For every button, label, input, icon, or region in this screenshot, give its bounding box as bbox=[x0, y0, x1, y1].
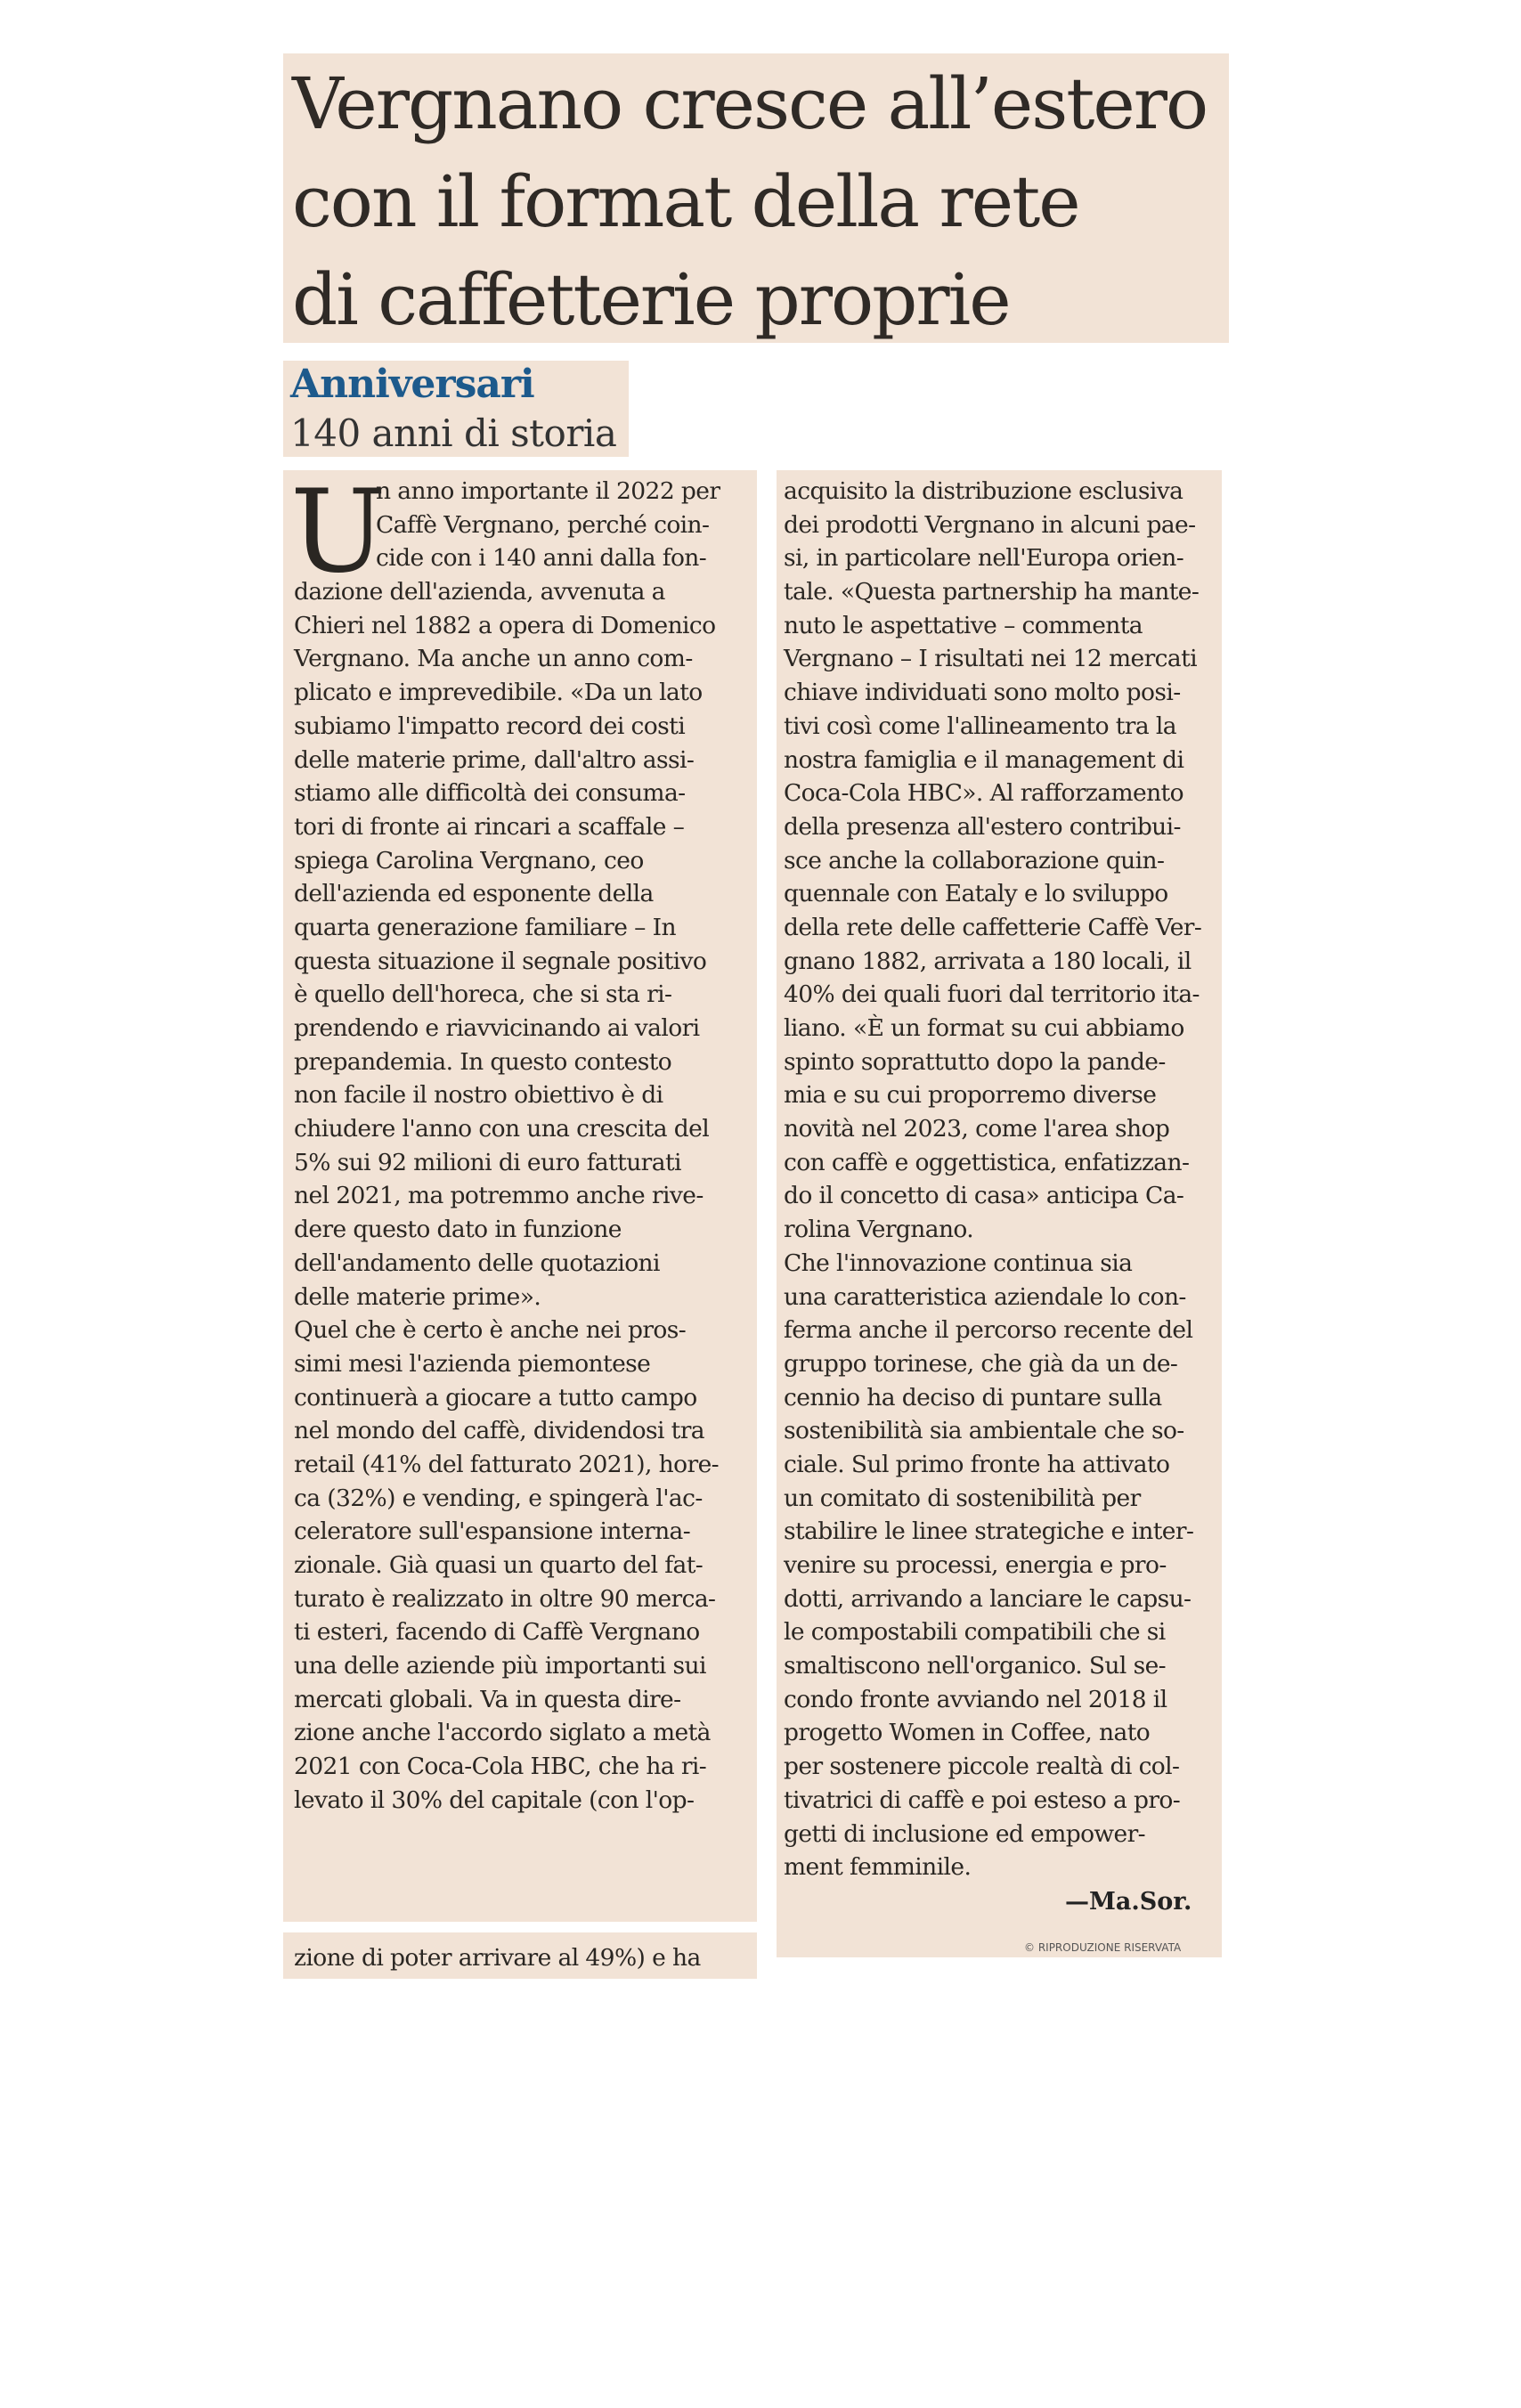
article-line: dazione dell'azienda, avvenuta a bbox=[294, 578, 665, 606]
article-line: mercati globali. Va in questa dire- bbox=[294, 1685, 681, 1713]
copyright-notice: © RIPRODUZIONE RISERVATA bbox=[1024, 1941, 1182, 1954]
article-line: Quel che è certo è anche nei pros- bbox=[294, 1316, 687, 1345]
article-line: gnano 1882, arrivata a 180 locali, il bbox=[784, 947, 1192, 975]
article-line: stiamo alle difficoltà dei consuma- bbox=[294, 779, 686, 808]
article-column-1-tail bbox=[294, 1941, 701, 1975]
article-line: ti esteri, facendo di Caffè Vergnano bbox=[294, 1618, 700, 1647]
article-line: Vergnano – I risultati nei 12 mercati bbox=[784, 645, 1198, 673]
article-column-2 bbox=[784, 475, 1201, 1884]
article-line: sce anche la collaborazione quin- bbox=[784, 846, 1165, 875]
section-kicker: Anniversari bbox=[290, 362, 534, 407]
article-line: gruppo torinese, che già da un de- bbox=[784, 1349, 1178, 1378]
article-line: tale. «Questa partnership ha mante- bbox=[784, 578, 1200, 606]
article-line: Coca-Cola HBC». Al rafforzamento bbox=[784, 779, 1183, 808]
article-line: acquisito la distribuzione esclusiva bbox=[784, 477, 1183, 505]
article-line: condo fronte avviando nel 2018 il bbox=[784, 1685, 1167, 1713]
article-line: novità nel 2023, come l'area shop bbox=[784, 1115, 1170, 1143]
article-line: ferma anche il percorso recente del bbox=[784, 1316, 1193, 1345]
article-line: do il concetto di casa» anticipa Ca- bbox=[784, 1182, 1184, 1210]
article-line: 5% sui 92 milioni di euro fatturati bbox=[294, 1148, 681, 1176]
article-line: dere questo dato in funzione bbox=[294, 1216, 622, 1244]
article-line: Chieri nel 1882 a opera di Domenico bbox=[294, 611, 716, 639]
article-line: un comitato di sostenibilità per bbox=[784, 1484, 1141, 1512]
article-line: turato è realizzato in oltre 90 merca- bbox=[294, 1584, 716, 1613]
article-line: prendendo e riavvicinando ai valori bbox=[294, 1014, 700, 1042]
article-line: tivi così come l'allineamento tra la bbox=[784, 712, 1176, 740]
article-line: progetto Women in Coffee, nato bbox=[784, 1719, 1151, 1747]
article-line: smaltiscono nell'organico. Sul se- bbox=[784, 1652, 1167, 1680]
article-line: Che l'innovazione continua sia bbox=[784, 1249, 1133, 1277]
article-line: spinto soprattutto dopo la pande- bbox=[784, 1047, 1166, 1076]
article-line: 2021 con Coca-Cola HBC, che ha ri- bbox=[294, 1753, 707, 1781]
article-line: delle materie prime». bbox=[294, 1282, 541, 1311]
headline-line: Vergnano cresce all’estero bbox=[292, 62, 1208, 145]
article-line: chiave individuati sono molto posi- bbox=[784, 679, 1181, 707]
article-line: dotti, arrivando a lanciare le capsu- bbox=[784, 1584, 1192, 1613]
article-line: continuerà a giocare a tutto campo bbox=[294, 1383, 697, 1411]
article-column-1 bbox=[294, 475, 720, 1818]
article-line: cennio ha deciso di puntare sulla bbox=[784, 1383, 1162, 1411]
article-line: della rete delle caffetterie Caffè Ver- bbox=[784, 913, 1202, 941]
article-line: zione anche l'accordo siglato a metà bbox=[294, 1719, 711, 1747]
article-line: dei prodotti Vergnano in alcuni pae- bbox=[784, 510, 1196, 539]
article-line: questa situazione il segnale positivo bbox=[294, 947, 707, 975]
article-line: stabilire le linee strategiche e inter- bbox=[784, 1517, 1194, 1546]
article-line: per sostenere piccole realtà di col- bbox=[784, 1753, 1180, 1781]
article-line: nel mondo del caffè, dividendosi tra bbox=[294, 1417, 705, 1445]
headline-line: con il format della rete bbox=[292, 160, 1079, 243]
article-line: una delle aziende più importanti sui bbox=[294, 1652, 706, 1680]
article-line: liano. «È un format su cui abbiamo bbox=[784, 1014, 1184, 1042]
article-line: cide con i 140 anni dalla fon- bbox=[376, 544, 707, 573]
article-line: ciale. Sul primo fronte ha attivato bbox=[784, 1450, 1170, 1478]
article-line: quennale con Eataly e lo sviluppo bbox=[784, 880, 1168, 908]
article-line: quarta generazione familiare – In bbox=[294, 913, 676, 941]
article-line: non facile il nostro obiettivo è di bbox=[294, 1081, 663, 1110]
article-line: nel 2021, ma potremmo anche rive- bbox=[294, 1182, 704, 1210]
article-line: 40% dei quali fuori dal territorio ita- bbox=[784, 980, 1200, 1009]
article-line: dell'azienda ed esponente della bbox=[294, 880, 654, 908]
article-line: getti di inclusione ed empower- bbox=[784, 1819, 1146, 1848]
article-line: le compostabili compatibili che si bbox=[784, 1618, 1166, 1647]
article-line: una caratteristica aziendale lo con- bbox=[784, 1282, 1186, 1311]
article-line: prepandemia. In questo contesto bbox=[294, 1047, 672, 1076]
article-line: sostenibilità sia ambientale che so- bbox=[784, 1417, 1184, 1445]
article-line: spiega Carolina Vergnano, ceo bbox=[294, 846, 644, 875]
article-line: tivatrici di caffè e poi esteso a pro- bbox=[784, 1786, 1181, 1814]
article-line: levato il 30% del capitale (con l'op- bbox=[294, 1786, 695, 1814]
article-line: si, in particolare nell'Europa orien- bbox=[784, 544, 1184, 573]
article-line: plicato e imprevedibile. «Da un lato bbox=[294, 679, 703, 707]
article-line: subiamo l'impatto record dei costi bbox=[294, 712, 686, 740]
article-line: zionale. Già quasi un quarto del fat- bbox=[294, 1551, 704, 1579]
article-line: Vergnano. Ma anche un anno com- bbox=[294, 645, 693, 673]
article-line: nuto le aspettative – commenta bbox=[784, 611, 1143, 639]
article-line: zione di poter arrivare al 49%) e ha bbox=[294, 1944, 701, 1972]
article-line: tori di fronte ai rincari a scaffale – bbox=[294, 812, 685, 841]
section-subtitle: 140 anni di storia bbox=[290, 411, 617, 455]
article-line: retail (41% del fatturato 2021), hore- bbox=[294, 1450, 719, 1478]
article-line: chiudere l'anno con una crescita del bbox=[294, 1115, 710, 1143]
article-line: è quello dell'horeca, che si sta ri- bbox=[294, 980, 672, 1009]
article-line: rolina Vergnano. bbox=[784, 1216, 974, 1244]
article-line: con caffè e oggettistica, enfatizzan- bbox=[784, 1148, 1190, 1176]
headline-line: di caffetterie proprie bbox=[292, 258, 1010, 341]
headline bbox=[292, 55, 1227, 349]
article-line: simi mesi l'azienda piemontese bbox=[294, 1349, 651, 1378]
article-line: delle materie prime, dall'altro assi- bbox=[294, 745, 695, 774]
article-line: della presenza all'estero contribui- bbox=[784, 812, 1181, 841]
byline: —Ma.Sor. bbox=[1065, 1888, 1192, 1916]
article-line: celeratore sull'espansione interna- bbox=[294, 1517, 691, 1546]
article-line: n anno importante il 2022 per bbox=[376, 477, 720, 505]
article-line: mia e su cui proporremo diverse bbox=[784, 1081, 1157, 1110]
article-line: dell'andamento delle quotazioni bbox=[294, 1249, 660, 1277]
article-line: venire su processi, energia e pro- bbox=[784, 1551, 1167, 1579]
article-line: Caffè Vergnano, perché coin- bbox=[376, 510, 710, 539]
article-line: ment femminile. bbox=[784, 1853, 972, 1882]
article-line: nostra famiglia e il management di bbox=[784, 745, 1184, 774]
drop-cap: U bbox=[290, 466, 386, 598]
article-line: ca (32%) e vending, e spingerà l'ac- bbox=[294, 1484, 703, 1512]
